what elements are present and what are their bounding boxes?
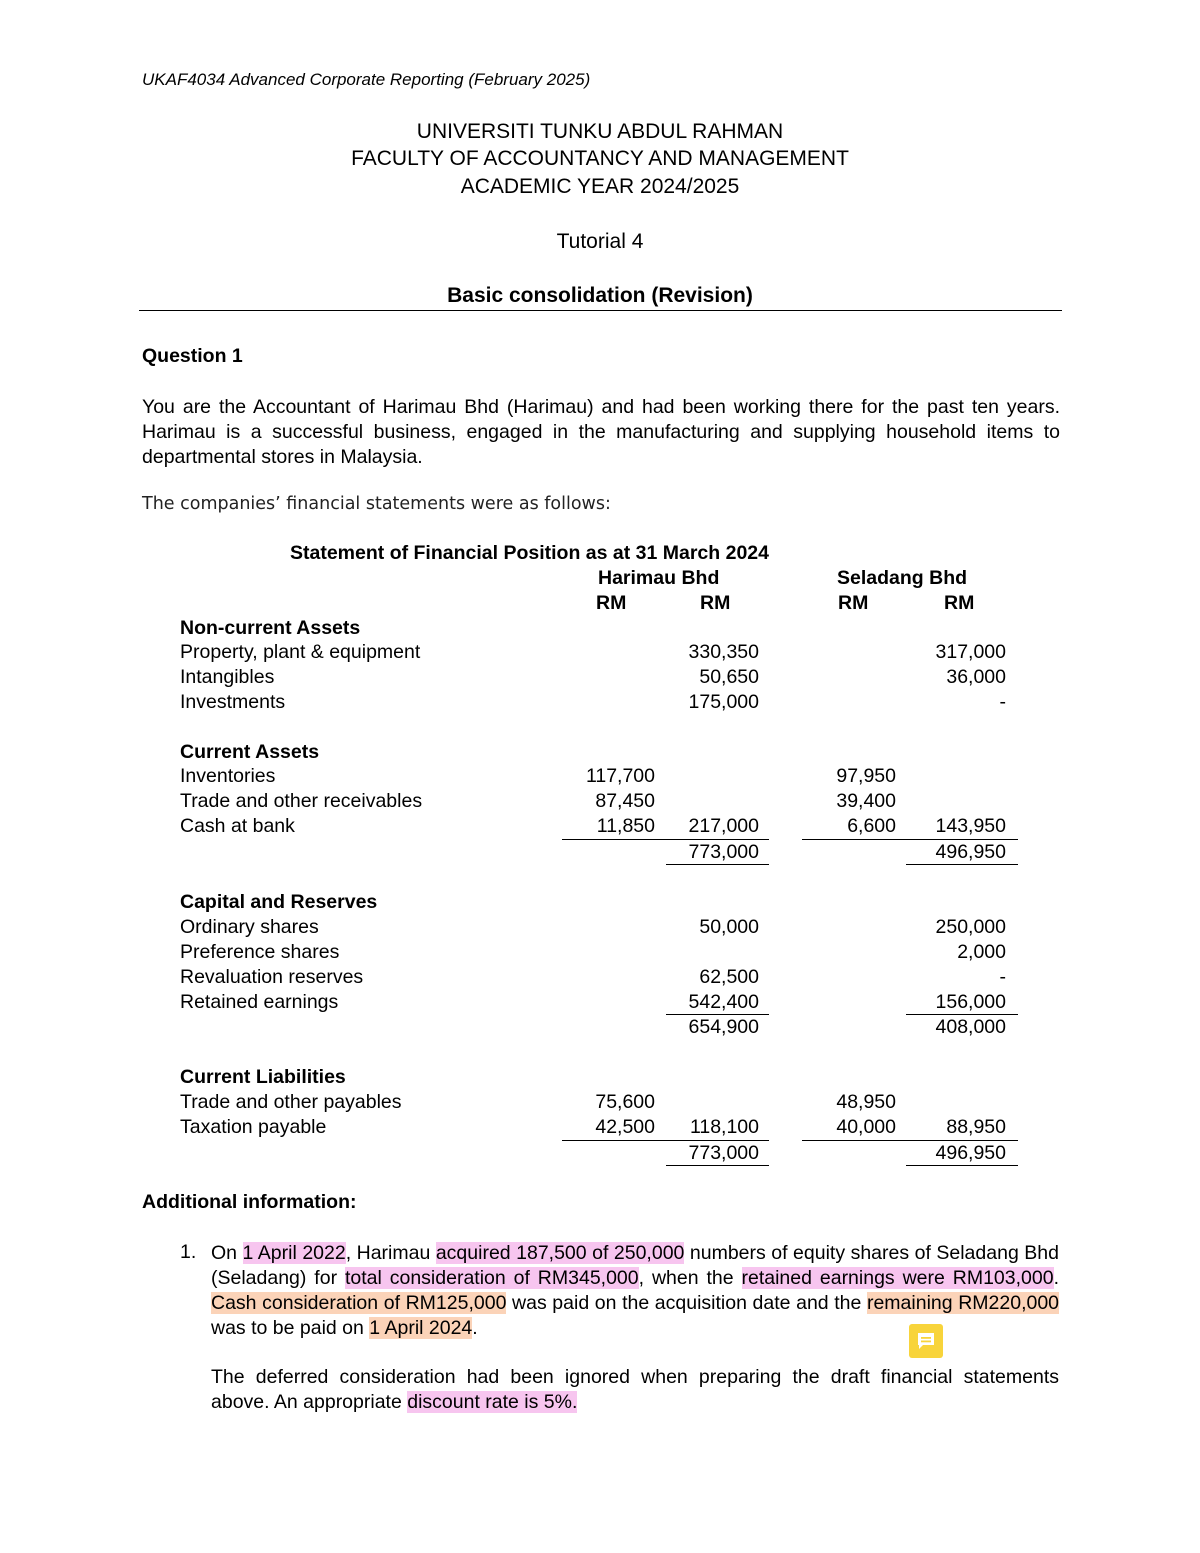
list-item-number: 1. <box>180 1241 197 1263</box>
statement-title: Statement of Financial Position as at 31 March 2024 <box>290 542 769 564</box>
cell-value: 250,000 <box>935 916 1006 938</box>
list-item-text: On 1 April 2022, Harimau acquired 187,500 of 250,000 numbers of equity shares of Seladang Bhd (Seladang) for total consideration of RM345,000, when the retained earnings were RM103,000. Cash consideration of RM125,000 was paid on the acquisition date and the remaining RM220,000 was to be paid on 1 April 2024. <box>211 1242 1060 1339</box>
cell-value: 118,100 <box>689 1116 759 1138</box>
underline <box>666 1165 769 1166</box>
row-label: Trade and other receivables <box>180 790 423 812</box>
cell-value: 408,000 <box>935 1016 1006 1038</box>
currency-header: RM <box>838 592 869 614</box>
table-row <box>0 814 1200 839</box>
table-row <box>0 1090 1200 1115</box>
cell-value: 42,500 <box>595 1116 655 1138</box>
cell-value: 11,850 <box>596 815 655 837</box>
section-heading: Capital and Reserves <box>180 891 378 913</box>
table-row <box>0 665 1200 690</box>
section-heading: Current Assets <box>180 741 320 763</box>
cell-value: 87,450 <box>595 790 655 812</box>
highlight[interactable]: discount rate is 5%. <box>407 1391 578 1413</box>
topic-title: Basic consolidation (Revision) <box>447 284 753 307</box>
cell-value: 50,650 <box>699 666 759 688</box>
cell-value: 143,950 <box>935 815 1006 837</box>
cell-value: 156,000 <box>935 991 1006 1013</box>
intro-paragraph: You are the Accountant of Harimau Bhd (Harimau) and had been working there for the past ten years. Harimau is a successful business, engaged in the manufacturing and supplying household items to departmental stores in Malaysia. <box>142 396 1060 468</box>
cell-value: 654,900 <box>688 1016 759 1038</box>
currency-header: RM <box>944 592 975 614</box>
table-row <box>0 740 1200 765</box>
row-label: Ordinary shares <box>180 916 319 938</box>
cell-value: 317,000 <box>935 641 1006 663</box>
table-row <box>0 616 1200 641</box>
highlight[interactable]: 1 April 2022 <box>242 1242 346 1264</box>
table-row <box>0 1015 1200 1040</box>
table-row <box>0 965 1200 990</box>
table-row <box>0 764 1200 789</box>
table-row <box>0 940 1200 965</box>
cell-value: 36,000 <box>946 666 1006 688</box>
highlight[interactable]: total consideration of RM345,000 <box>344 1267 639 1289</box>
table-row <box>0 690 1200 715</box>
cell-value: 39,400 <box>836 790 896 812</box>
university-name: UNIVERSITI TUNKU ABDUL RAHMAN <box>416 120 784 143</box>
list-item-paragraph: The deferred consideration had been ignored when preparing the draft financial statements above. An appropriate discount rate is 5%. <box>211 1366 1059 1413</box>
cell-value: 496,950 <box>935 841 1006 863</box>
academic-year: ACADEMIC YEAR 2024/2025 <box>460 175 740 198</box>
cell-value: - <box>999 691 1006 713</box>
tutorial-title: Tutorial 4 <box>556 230 644 253</box>
table-row <box>0 990 1200 1015</box>
comment-icon[interactable] <box>909 1324 943 1358</box>
table-row <box>0 890 1200 915</box>
cell-value: 97,950 <box>836 765 896 787</box>
table-row <box>0 789 1200 814</box>
faculty-name: FACULTY OF ACCOUNTANCY AND MANAGEMENT <box>351 147 849 170</box>
currency-header: RM <box>596 592 627 614</box>
highlight[interactable]: Cash consideration of RM125,000 <box>211 1292 507 1314</box>
cell-value: 773,000 <box>688 1142 759 1164</box>
row-label: Intangibles <box>180 666 275 688</box>
table-row <box>0 840 1200 865</box>
row-label: Taxation payable <box>180 1116 327 1138</box>
company-b-header: Seladang Bhd <box>837 567 968 589</box>
cell-value: 773,000 <box>688 841 759 863</box>
cell-value: 88,950 <box>946 1116 1006 1138</box>
table-row <box>0 1115 1200 1140</box>
row-label: Inventories <box>180 765 276 787</box>
cell-value: 175,000 <box>688 691 759 713</box>
question-title: Question 1 <box>142 345 243 367</box>
underline <box>666 864 769 865</box>
highlight[interactable]: 1 April 2024 <box>369 1317 473 1339</box>
section-heading: Current Liabilities <box>180 1066 346 1088</box>
cell-value: 330,350 <box>688 641 759 663</box>
table-row <box>0 640 1200 665</box>
company-a-header: Harimau Bhd <box>598 567 720 589</box>
cell-value: 6,600 <box>847 815 896 837</box>
section-heading: Non-current Assets <box>180 617 361 639</box>
statements-intro: The companies’ financial statements were as follows: <box>142 494 611 514</box>
currency-header: RM <box>700 592 731 614</box>
course-header-note: UKAF4034 Advanced Corporate Reporting (February 2025) <box>142 70 591 89</box>
cell-value: 217,000 <box>688 815 759 837</box>
cell-value: 496,950 <box>935 1142 1006 1164</box>
cell-value: 2,000 <box>957 941 1006 963</box>
cell-value: 62,500 <box>699 966 759 988</box>
cell-value: 75,600 <box>595 1091 655 1113</box>
cell-value: 50,000 <box>699 916 759 938</box>
table-row <box>0 915 1200 940</box>
cell-value: 40,000 <box>836 1116 896 1138</box>
row-label: Preference shares <box>180 941 340 963</box>
highlight[interactable]: acquired 187,500 of 250,000 <box>435 1242 685 1264</box>
row-label: Revaluation reserves <box>180 966 364 988</box>
table-row <box>0 1065 1200 1090</box>
cell-value: 542,400 <box>688 991 759 1013</box>
row-label: Cash at bank <box>180 815 295 837</box>
highlight[interactable]: remaining RM220,000 <box>866 1292 1060 1314</box>
underline <box>906 1165 1018 1166</box>
cell-value: - <box>999 966 1006 988</box>
table-row <box>0 1141 1200 1166</box>
row-label: Trade and other payables <box>180 1091 402 1113</box>
highlight[interactable]: retained earnings were RM103,000 <box>741 1267 1054 1289</box>
additional-info-heading: Additional information: <box>142 1191 357 1213</box>
underline <box>906 864 1018 865</box>
row-label: Property, plant & equipment <box>180 641 421 663</box>
row-label: Investments <box>180 691 286 713</box>
cell-value: 48,950 <box>836 1091 896 1113</box>
cell-value: 117,700 <box>585 765 655 787</box>
row-label: Retained earnings <box>180 991 339 1013</box>
